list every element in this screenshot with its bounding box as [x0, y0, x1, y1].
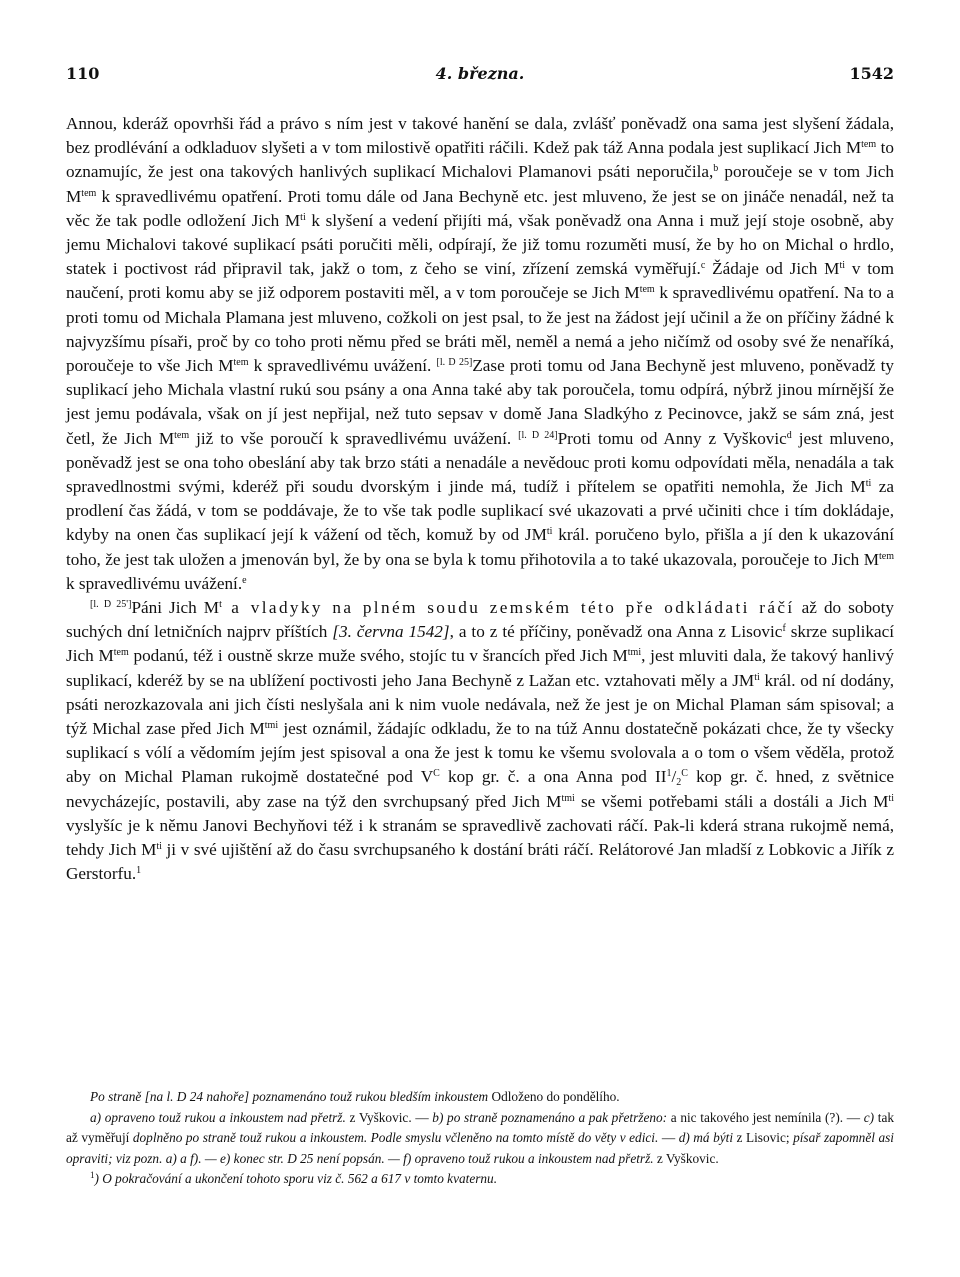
footnote-ref: e	[242, 574, 247, 586]
footnote-ref: c	[700, 260, 706, 272]
note-critical: a) opraveno touž rukou a inkoustem nad přetrž. z Vyškovic. — b) po straně poznamenáno a pak přetrženo: a nic takového jest nemínila (?). — c) tak až vyměřují doplněno po straně touž rukou a inkoustem. Podle smyslu včleněno na tomto místě do věty v edici. — d) má býti z Lisovic; písař zapomněl asi opraviti; viz pozn. a) a f). — e) konec str. D 25 není popsán. — f) opraveno touž rukou a inkoustem nad přetrž. z Vyškovic.	[66, 1109, 894, 1166]
footnote-ref: 1	[136, 865, 142, 877]
apparatus-notes	[66, 1087, 894, 1190]
paragraph-ruling: [l. D 25']Páni Jich $M^t$ a vladyky na plném soudu zemském této pře odkládati ráčí až do soboty suchých dní letničních najprv příštích [3. června 1542], a to z té příčiny, poněvadž ona Anna z Lisovic$^f$ skrze suplikací Jich $M^{tem}$ podanú, též i oustně skrze muže svého, stojíc tu v šrancích před Jich $M^{tmi}$, jest mluviti dala, že takový hanlivý suplikací, kderéž by se na ublížení poctivosti jeho Jana Bechyně z Lažan etc. vztahovati měly a $JM^{ti}$ král. od ní dodány, psáti nerozkazovala ani jich čísti neslyšala ani k nim vuole nedávala, než že jest je on Michal Plaman sám spisoval; a týž Michal zase před Jich $M^{tmi}$ jest oznámil, žádajíc odkladu, že to na túž Annu dostatečně pokázati chce, že ty všecky suplikací s vólí a vědomím jejím jest spisoval a ona že jest k tomu ke všemu svolovala a o tom o všem věděla, protož aby on Michal Plaman rukojmě dostatečné pod $V^C$ kop gr. č. a ona Anna pod $II^1/_2^C$ kop gr. č. hned, z světnice nevycházejíc, postavili, aby zase na týž den svrchupsaný před Jich $M^{tmi}$ se všemi potřebami stáli a dostáli a Jich $M^{ti}$ vyslyšíc je k němu Janovi Bechyňovi též i k stranám se spravedlivě zachovati ráčí. Pak-li kderá strana rukojmě nemá, tehdy Jich $M^{ti}$ ji v své ujištění až do času svrchupsaného k dostání bráti ráčí. Relátorové Jan mladší z Lobkovic a Jiřík z Gerstorfu.$^1$	[66, 598, 895, 884]
folio-marker: [l. D 24]	[518, 429, 558, 441]
header-date: 4. března.	[435, 64, 525, 83]
spaced-ruling-text: a vladyky na plném soudu zemském této pře odkládati ráčí	[221, 598, 795, 618]
footnote-ref: b	[713, 163, 719, 175]
footnote-ref: d	[786, 429, 792, 441]
date-annotation: [3. června 1542]	[332, 622, 450, 642]
folio-marker: [l. D 25']	[90, 599, 132, 611]
running-header	[66, 64, 894, 88]
header-year: 1542	[849, 64, 894, 83]
main-text	[66, 112, 894, 887]
page-number: 110	[66, 64, 100, 83]
paragraph-continuation: Annou, kderáž opovrhši řád a právo s ním jest v takové hanění se dala, zvlášť poněvadž ona sama jest slyšení žádala, bez prodlévání a odkladuov slyšeti a v tom milostivě opatřiti ráčili. Kdež pak táž Anna podala jest suplikací Jich $M^{tem}$ to oznamujíc, že jest ona takových hanlivých suplikací Michalovi Plamanovi psáti neporučila,$^b$ poroučeje se v tom Jich $M^{tem}$ k spravedlivému opatření. Proti tomu dále od Jana Bechyně etc. jest mluveno, že jest se on jináče nenadál, než ta věc že tak podle odložení Jich $M^{ti}$ k slyšení a vedení přijíti má, však poněvadž ona Anna i muž její stoje osobně, aby jemu Michalovi takové suplikací psáti poručiti měli, odpírají, že již tomu rozuměti musí, že by ho on Michal o hrdlo, statek i poctivost rád připravil tak, jakž o tom, z čeho se viní, zřízení zemská vyměřují.$^c$ Žádaje od Jich $M^{ti}$ v tom naučení, proti komu aby se již odporem postaviti měl, a v tom poroučeje se Jich $M^{tem}$ k spravedlivému opatření. Na to a proti tomu od Michala Plamana jest mluveno, cožkoli on jest psal, to že jest na žádost její učinil a že on příčiny žádné k najvyzšímu písaři, proč by co toho proti němu před se bráti měl, neměl a nemá a jeho ničímž od osoby své že nenaříká, poroučeje to vše Jich $M^{tem}$ k spravedlivému uvážení. [l. D 25]Zase proti tomu od Jana Bechyně jest mluveno, poněvadž ty suplikací jeho Michala vlastní rukú sou psány a ona Anna také aby tak poroučela, tomu odpírá, nýbrž jinou mírnější že jest jemu podávala, však on jí jest nepřijal, než tuto sepsav v domě Jana Sladkýho z Pecinovce, jakž se sám zná, jest četl, že Jich $M^{tem}$ již to vše poroučí k spravedlivému uvážení. [l. D 24]Proti tomu od Anny z Vyškovic$^d$ jest mluveno, poněvadž jest se ona toho obeslání aby tak brzo státi a nenadále a nevědouc proti komu odpovídati měla, nenadála a tak spravedlnostmi svými, kderéž při soudu dvorským i jinde má, tudíž i přítelem se opatřiti nemohla, že Jich $M^{ti}$ za prodlení čas žádá, v tom se poddávaje, že to vše tak podle suplikací své ukazovati a prvé učiniti chce i tím dokládaje, kdyby na onen čas suplikací její k vážení od těch, komuž by od $JM^{ti}$ král. poručeno bylo, přišla a jí den k ukazování toho, že jest tak uložen a jmenován byl, že by ona se byla k tomu přihotovila a to také ukazovala, poroučeje to Jich $M^{tem}$ k spravedlivému uvážení.$^e$	[66, 114, 894, 593]
folio-marker: [l. D 25]	[436, 357, 473, 369]
note-margin: Po straně [na l. D 24 nahoře] poznamenáno touž rukou bledším inkoustem Odloženo do pondělího.	[90, 1089, 620, 1104]
note-footnote-1: $^1$) O pokračování a ukončení tohoto sporu viz č. 562 a 617 v tomto kvaternu.	[90, 1170, 498, 1187]
footnote-ref: f	[782, 623, 786, 635]
